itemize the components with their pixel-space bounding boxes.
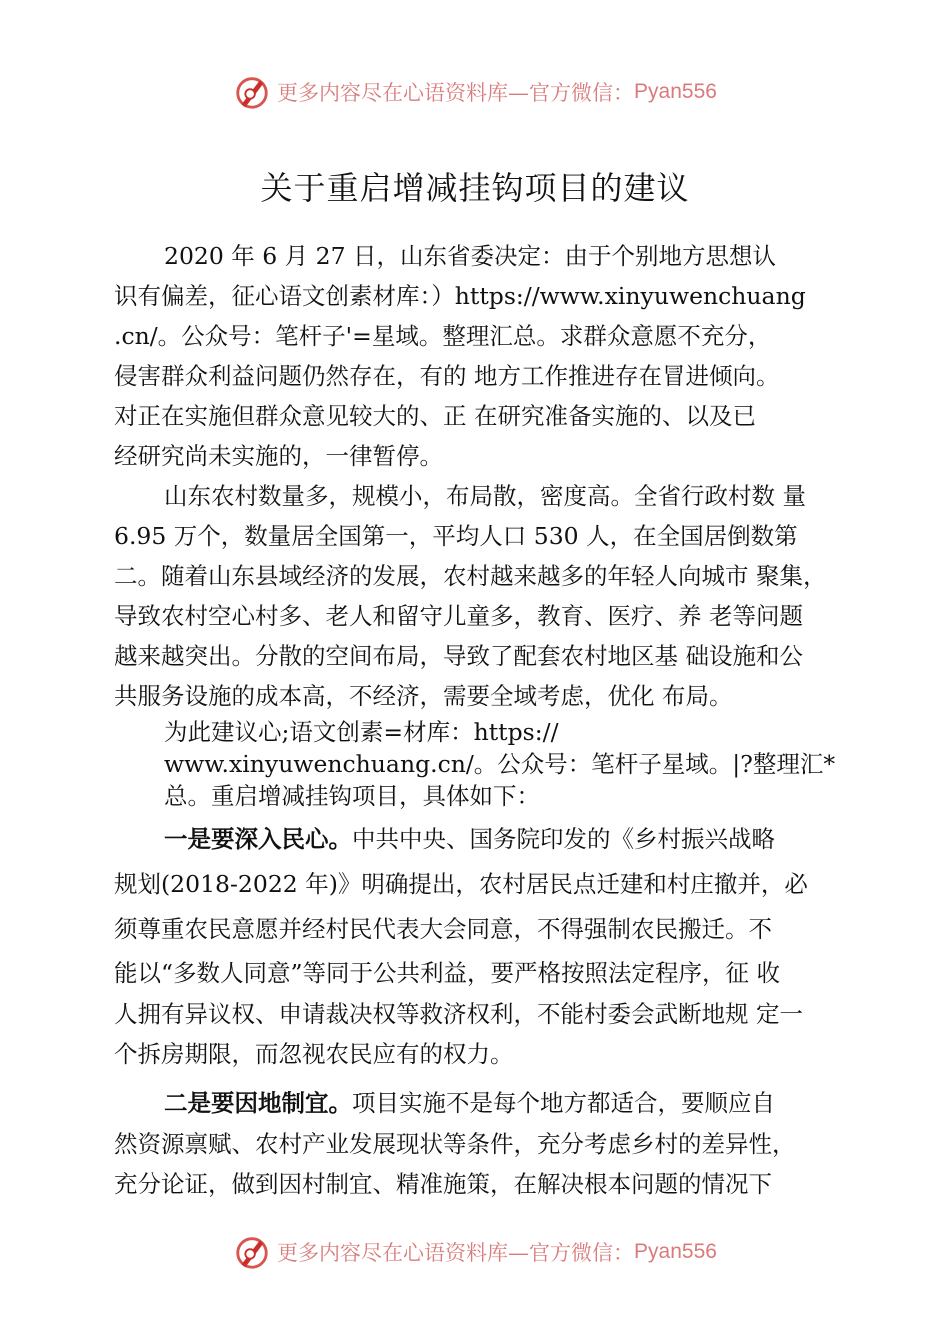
section-lead: 一是要深入民心。 bbox=[164, 825, 352, 853]
text-line: 充分论证，做到因村制宜、精准施策，在解决根本问题的情况下 bbox=[114, 1170, 772, 1198]
watermark-text: 更多内容尽在心语资料库—官方微信： bbox=[277, 1241, 635, 1265]
text-line: 能以“多数人同意”等同于公共利益，要严格按照法定程序，征 收 bbox=[114, 959, 780, 987]
header-watermark-banner bbox=[0, 70, 950, 114]
footer-watermark-banner bbox=[0, 1230, 950, 1274]
text-line: 总。重启增减挂钩项目，具体如下： bbox=[164, 782, 540, 810]
document-body bbox=[114, 236, 844, 1204]
watermark-handle: Pyan556 bbox=[634, 1240, 717, 1263]
text-line bbox=[114, 816, 844, 862]
text-line: 规划(2018-2022 年)》明确提出，农村居民点迁建和村庄撤并，必 bbox=[114, 870, 808, 898]
text-line: 须尊重农民意愿并经村民代表大会同意，不得强制农民搬迁。不 bbox=[114, 915, 772, 943]
text-line: 2020 年 6 月 27 日，山东省委决定：由于个别地方思想认 bbox=[164, 242, 777, 270]
text-line: 共服务设施的成本高，不经济，需要全域考虑，优化 布局。 bbox=[114, 682, 733, 710]
watermark-handle: Pyan556 bbox=[634, 80, 717, 103]
text-line: .cn/。公众号：笔杆子'=星域。整理汇总。求群众意愿不充分， bbox=[114, 322, 772, 350]
pen-logo-icon bbox=[233, 73, 271, 111]
text-line: 导致农村空心村多、老人和留守儿童多，教育、医疗、养 老等问题 bbox=[114, 602, 803, 630]
text-line: 侵害群众利益问题仍然存在，有的 地方工作推进存在冒进倾向。 bbox=[114, 362, 780, 390]
text-line: 二。随着山东县域经济的发展，农村越来越多的年轻人向城市 聚集， bbox=[114, 562, 827, 590]
text-line: 6.95 万个，数量居全国第一，平均人口 530 人，在全国居倒数第 bbox=[114, 522, 798, 550]
text-line: 山东农村数量多，规模小，布局散，密度高。全省行政村数 量 bbox=[164, 482, 806, 510]
text-line: 个拆房期限，而忽视农民应有的权力。 bbox=[114, 1040, 514, 1068]
text-span: 项目实施不是每个地方都适合，要顺应自 bbox=[352, 1089, 775, 1117]
pen-logo-icon bbox=[233, 1233, 271, 1271]
text-line: 识有偏差，征心语文创素材库：）https://www.xinyuwenchuang bbox=[114, 282, 806, 310]
text-line: www.xinyuwenchuang.cn/。公众号：笔杆子星域。|?整理汇* bbox=[164, 750, 836, 778]
text-line: 为此建议心;语文创素=材库：https:// bbox=[164, 718, 559, 746]
section-lead: 二是要因地制宜。 bbox=[164, 1089, 352, 1117]
text-span: 中共中央、国务院印发的《乡村振兴战略 bbox=[352, 825, 775, 853]
text-line: 人拥有异议权、申请裁决权等救济权利，不能村委会武断地规 定一 bbox=[114, 1000, 803, 1028]
text-line: 对正在实施但群众意见较大的、正 在研究准备实施的、以及已 bbox=[114, 402, 756, 430]
document-title: 关于重启增减挂钩项目的建议 bbox=[260, 169, 690, 207]
text-line: 经研究尚未实施的，一律暂停。 bbox=[114, 442, 443, 470]
text-line: 越来越突出。分散的空间布局，导致了配套农村地区基 础设施和公 bbox=[114, 642, 803, 670]
watermark-text: 更多内容尽在心语资料库—官方微信： bbox=[277, 81, 635, 105]
text-line bbox=[114, 1082, 844, 1124]
text-line: 然资源禀赋、农村产业发展现状等条件，充分考虑乡村的差异性， bbox=[114, 1130, 796, 1158]
